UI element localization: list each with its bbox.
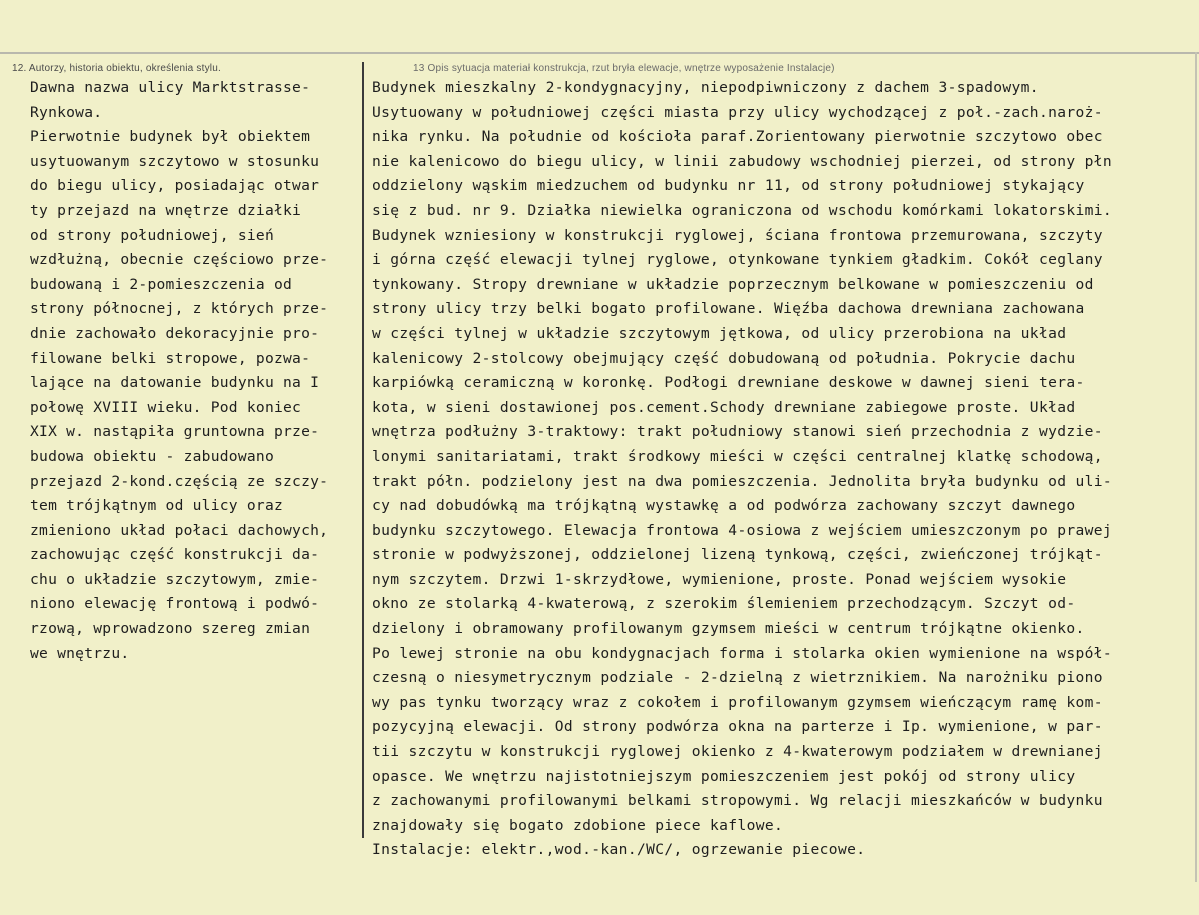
description-text-line: Instalacje: elektr.,wod.-kan./WC/, ogrzewanie piecowe. (372, 841, 866, 859)
description-text-line: w części tylnej w układzie szczytowym jętkowa, od ulicy przerobiona na układ (372, 324, 1067, 342)
history-text-line: XIX w. nastąpiła gruntowna prze- (30, 423, 320, 441)
description-text-line: Po lewej stronie na obu kondygnacjach forma i stolarka okien wymienione na współ- (372, 644, 1113, 662)
description-text-line: się z bud. nr 9. Działka niewielka ograniczona od wschodu komórkami lokatorskimi. (372, 201, 1113, 219)
history-text-line: usytuowanym szczytowo w stosunku (30, 152, 320, 170)
description-text-line: pozycyjną elewacji. Od strony podwórza okna na parterze i Ip. wymienione, w par- (372, 718, 1103, 736)
history-text-line: od strony południowej, sień (30, 226, 274, 244)
top-rule (0, 52, 1199, 54)
history-text-line: przejazd 2-kond.częścią ze szczy- (30, 472, 329, 490)
description-text-line: znajdowały się bogato zdobione piece kaflowe. (372, 816, 784, 834)
description-text-line: tynkowany. Stropy drewniane w układzie poprzecznym belkowane w pomieszczeniu od (372, 275, 1094, 293)
history-text-line: lające na datowanie budynku na I (30, 374, 320, 392)
history-text-line: we wnętrzu. (30, 644, 130, 662)
description-text-line: Usytuowany w południowej części miasta przy ulicy wychodzącej z poł.-zach.naroż- (372, 103, 1103, 121)
description-text-line: nym szczytem. Drzwi 1-skrzydłowe, wymienione, proste. Ponad wejściem wysokie (372, 570, 1067, 588)
right-border-rule (1195, 52, 1197, 882)
history-text-line: zachowując część konstrukcji da- (30, 546, 320, 564)
history-text-line: strony północnej, z których prze- (30, 300, 329, 318)
description-text-line: Budynek wzniesiony w konstrukcji ryglowej, ściana frontowa przemurowana, szczyty (372, 226, 1103, 244)
description-text-line: kota, w sieni dostawionej pos.cement.Schody drewniane zabiegowe proste. Układ (372, 398, 1076, 416)
description-text-line: kalenicowy 2-stolcowy obejmujący część dobudowaną od południa. Pokrycie dachu (372, 349, 1076, 367)
history-text-line: rzową, wprowadzono szereg zmian (30, 620, 311, 638)
description-text-line: okno ze stolarką 4-kwaterową, z szerokim ślemieniem przechodzącym. Szczyt od- (372, 595, 1076, 613)
history-text-line: połowę XVIII wieku. Pod koniec (30, 398, 302, 416)
history-text-line: Dawna nazwa ulicy Marktstrasse- (30, 79, 311, 96)
description-text-line: dzielony i obramowany profilowanym gzymsem mieści w centrum trójkątne okienko. (372, 620, 1085, 638)
description-text-line: Budynek mieszkalny 2-kondygnacyjny, niepodpiwniczony z dachem 3-spadowym. (372, 79, 1039, 96)
description-text-line: strony ulicy trzy belki bogato profilowane. Więźba dachowa drewniana zachowana (372, 300, 1085, 318)
history-text-line: do biegu ulicy, posiadając otwar (30, 177, 320, 195)
description-text-line: nie kalenicowo do biegu ulicy, w linii zabudowy wschodniej pierzei, od strony płn (372, 152, 1113, 170)
history-text-line: Pierwotnie budynek był obiektem (30, 128, 311, 146)
description-text-line: karpiówką ceramiczną w koronkę. Podłogi drewniane deskowe w dawnej sieni tera- (372, 374, 1085, 392)
description-text-line: i górna część elewacji tylnej ryglowe, otynkowane tynkiem gładkim. Cokół ceglany (372, 251, 1103, 269)
history-text-line: chu o układzie szczytowym, zmie- (30, 570, 320, 588)
description-text-line: wy pas tynku tworzący wraz z cokołem i profilowanym gzymsem wieńczącym ramę kom- (372, 693, 1103, 711)
description-text-line: stronie w podwyższonej, oddzielonej lizeną tynkową, części, zwieńczonej trójkąt- (372, 546, 1103, 564)
history-text-line: wzdłużną, obecnie częściowo prze- (30, 251, 329, 269)
description-text-line: budynku szczytowego. Elewacja frontowa 4-osiowa z wejściem umieszczonym po prawej (372, 521, 1113, 539)
history-text-line: Rynkowa. (30, 103, 103, 121)
description-text-line: lonymi sanitariatami, trakt środkowy mieści w części centralnej klatkę schodową, (372, 447, 1103, 465)
description-text-line: opasce. We wnętrzu najistotniejszym pomieszczeniem jest pokój od strony ulicy (372, 767, 1076, 785)
description-text-line: trakt półn. podzielony jest na dwa pomieszczenia. Jednolita bryła budynku od uli- (372, 472, 1113, 490)
history-text-line: niono elewację frontową i podwó- (30, 595, 320, 613)
history-text-line: dnie zachowało dekoracyjnie pro- (30, 324, 320, 342)
description-text-line: z zachowanymi profilowanymi belkami stropowymi. Wg relacji mieszkańców w budynku (372, 792, 1103, 810)
history-text-line: ty przejazd na wnętrze działki (30, 201, 302, 219)
history-text-column (30, 76, 328, 666)
history-text-line: tem trójkątnym od ulicy oraz (30, 497, 284, 515)
description-text-line: cy nad dobudówką ma trójkątną wystawkę a od podwórza zachowany szczyt dawnego (372, 497, 1076, 515)
history-text-line: zmieniono układ połaci dachowych, (30, 521, 329, 539)
history-text-line: budowa obiektu - zabudowano (30, 447, 274, 465)
description-text-line: tii szczytu w konstrukcji ryglowej okienko z 4-kwaterowym podziałem w drewnianej (372, 743, 1103, 761)
history-text-line: filowane belki stropowe, pozwa- (30, 349, 311, 367)
description-text-line: czesną o niesymetrycznym podziale - 2-dzielną z wietrznikiem. Na narożniku piono (372, 669, 1103, 687)
description-text-line: wnętrza podłużny 3-traktowy: trakt południowy stanowi sień przechodnia z wydzie- (372, 423, 1103, 441)
description-text-line: nika rynku. Na południe od kościoła paraf.Zorientowany pierwotnie szczytowo obec (372, 128, 1103, 146)
section-12-heading: 12. Autorzy, historia obiektu, określenia stylu. (12, 63, 221, 74)
column-divider (362, 62, 364, 838)
description-text-column (372, 76, 1112, 863)
description-text-line: oddzielony wąskim miedzuchem od budynku nr 11, od strony południowej stykający (372, 177, 1085, 195)
section-13-heading: 13 Opis sytuacja materiał konstrukcja, rzut bryła elewacje, wnętrze wyposażenie Instalacje) (413, 63, 835, 74)
history-text-line: budowaną i 2-pomieszczenia od (30, 275, 293, 293)
